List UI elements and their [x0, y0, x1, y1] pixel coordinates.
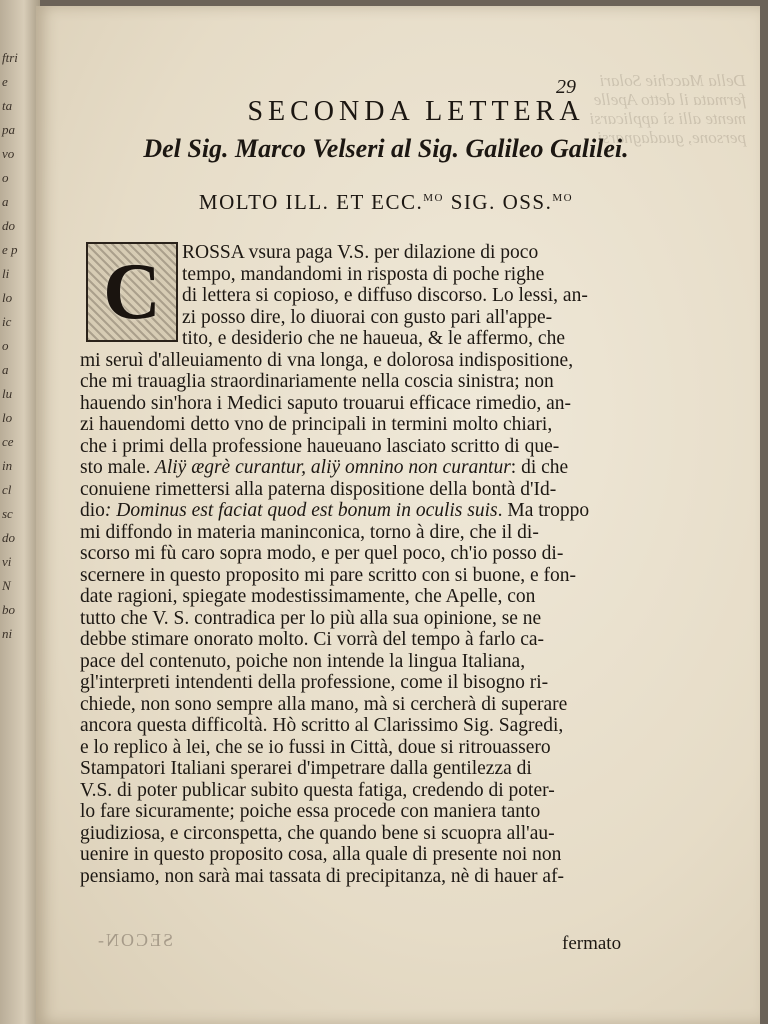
text-line	[80, 586, 640, 608]
text-line	[80, 758, 640, 780]
facing-page-edge	[0, 0, 40, 1024]
facing-page-fragment: a	[2, 362, 9, 377]
bleed-through-catchword: SECON-	[96, 930, 174, 950]
text-line-roman: uenire in questo proposito cosa, alla quale di presente noi non	[80, 844, 562, 865]
text-line-roman: debbe stimare onorato molto. Ci vorrà del tempo à farlo ca-	[80, 629, 545, 650]
text-line-roman: mi seruì d'alleuiamento di vna longa, e dolorosa indispositione,	[80, 349, 574, 371]
text-line	[80, 393, 640, 415]
text-line-roman: chiede, non sono sempre alla mano, mà si cercherà di superare	[80, 693, 568, 715]
facing-page-fragment: N	[2, 578, 11, 593]
letter-heading: SECONDA LETTERA	[247, 96, 585, 127]
text-line-roman: pensiamo, non sarà mai tassata di precipitanza, nè di hauer af-	[80, 865, 565, 887]
text-line-roman: che i primi della professione haueuano lasciato scritto di que-	[80, 435, 560, 457]
facing-page-fragment: ic	[2, 314, 12, 329]
facing-page-fragment: o	[2, 170, 9, 185]
page-number: 29	[556, 76, 576, 98]
text-line	[80, 307, 640, 329]
latin-quotation: : Dominus est faciat quod est bonum in oculis suis	[104, 500, 498, 521]
text-line-roman: che mi trauaglia straordinariamente nella coscia sinistra; non	[80, 371, 554, 392]
text-line	[80, 823, 640, 845]
text-line-roman: zi hauendomi detto vno de principali in termini molto chiari,	[80, 414, 553, 435]
text-line-roman: date ragioni, spiegate modestissimamente, che Apelle, con	[80, 586, 536, 607]
text-line-roman: dio	[80, 500, 105, 521]
facing-page-fragment: ce	[2, 434, 14, 449]
facing-page-fragment: ta	[2, 98, 13, 113]
facing-page-fragment: do	[2, 218, 15, 233]
text-line	[80, 629, 640, 651]
text-line	[80, 457, 640, 479]
text-line	[80, 866, 640, 888]
text-line	[80, 328, 640, 350]
initial-letter: C	[103, 248, 161, 336]
text-line	[80, 565, 640, 587]
text-line	[80, 651, 640, 673]
text-line	[80, 350, 640, 372]
text-line	[80, 608, 640, 630]
facing-page-fragment: in	[2, 458, 13, 473]
facing-page-fragment: ni	[2, 626, 13, 641]
text-line-roman: scorso mi fù caro sopra modo, e per quel poco, ch'io posso di-	[80, 543, 564, 564]
text-line	[80, 780, 640, 802]
text-line-roman: gl'interpreti intendenti della professione, come il bisogno ri-	[80, 672, 549, 693]
text-line	[80, 264, 640, 286]
text-line	[80, 737, 640, 759]
text-line	[80, 715, 640, 737]
text-line-roman: sto male.	[80, 457, 151, 478]
facing-page-fragment: vi	[2, 554, 12, 569]
bleed-through-text: Della Macchie Solari fermata il detto Apelle mente alli sì applicarsi persone, guadagnarsi	[589, 71, 746, 147]
facing-page-fragment: pa	[2, 122, 15, 137]
text-line	[80, 285, 640, 307]
text-line-roman: pace del contenuto, poiche non intende la lingua Italiana,	[80, 650, 526, 672]
facing-page-fragment: ftri	[2, 50, 18, 65]
latin-quotation: Aliÿ ægrè curantur, aliÿ omnino non curantur	[150, 457, 511, 478]
text-line-roman: tempo, mandandomi in risposta di poche righe	[182, 263, 545, 285]
text-line	[80, 479, 640, 501]
text-line	[80, 500, 640, 522]
text-line-roman: giudiziosa, e circonspetta, che quando bene si scuopra all'au-	[80, 822, 555, 844]
text-line	[80, 414, 640, 436]
text-line-roman: . Ma troppo	[497, 500, 590, 521]
text-line	[80, 371, 640, 393]
facing-page-fragment: cl	[2, 482, 12, 497]
text-line	[80, 436, 640, 458]
text-line	[80, 672, 640, 694]
text-line-roman: : di che	[510, 457, 569, 478]
text-line	[80, 694, 640, 716]
facing-page-fragment: sc	[2, 506, 13, 521]
text-line-roman: ROSSA vsura paga V.S. per dilazione di poco	[182, 242, 539, 263]
text-line	[80, 844, 640, 866]
text-line-roman: conuiene rimettersi alla paterna dispositione della bontà d'Id-	[80, 478, 557, 500]
text-line-roman: e lo replico à lei, che se io fussi in Città, doue si ritrouassero	[80, 736, 551, 758]
salutation: MOLTO ILL. ET ECC.$^{MO}$ SIG. OSS.$^{MO}$	[198, 190, 574, 214]
book-page	[36, 6, 760, 1024]
facing-page-fragment: a	[2, 194, 9, 209]
letter-body	[80, 242, 640, 887]
text-line	[80, 801, 640, 823]
text-line-roman: hauendo sin'hora i Medici saputo trouarui efficace rimedio, an-	[80, 392, 572, 414]
text-line-roman: ancora questa difficoltà. Hò scritto al Clarissimo Sig. Sagredi,	[80, 715, 564, 736]
facing-page-fragment: lu	[2, 386, 13, 401]
text-line-roman: Stampatori Italiani sperarei d'impetrare dalla gentilezza di	[80, 758, 532, 779]
facing-page-fragment: li	[2, 266, 10, 281]
text-line-roman: lo fare sicuramente; poiche essa procede con maniera tanto	[80, 801, 541, 822]
facing-page-fragment: o	[2, 338, 9, 353]
text-line-roman: tutto che V. S. contradica per lo più alla sua opinione, se ne	[80, 607, 542, 629]
text-line-roman: tito, e desiderio che ne haueua, & le affermo, che	[182, 328, 565, 349]
facing-page-fragment: lo	[2, 290, 13, 305]
text-line-roman: zi posso dire, lo diuorai con gusto pari all'appe-	[182, 306, 553, 328]
text-line-roman: scernere in questo proposito mi pare scritto con si buone, e fon-	[80, 564, 577, 586]
text-line-roman: V.S. di poter publicar subito questa fatiga, credendo di poter-	[80, 779, 555, 801]
text-line	[80, 543, 640, 565]
letter-subheading: Del Sig. Marco Velseri al Sig. Galileo Galilei.	[143, 134, 629, 163]
catchword: fermato	[562, 933, 622, 954]
text-line	[80, 522, 640, 544]
facing-page-fragment: bo	[2, 602, 15, 617]
facing-page-fragment: do	[2, 530, 15, 545]
text-line-roman: di lettera si copioso, e diffuso discorso. Lo lessi, an-	[182, 285, 588, 306]
facing-page-fragment: e p	[2, 242, 18, 257]
facing-page-fragment: e	[2, 74, 8, 89]
facing-page-fragment: vo	[2, 146, 15, 161]
facing-page-fragment: lo	[2, 410, 13, 425]
text-line	[80, 242, 640, 264]
text-line-roman: mi diffondo in materia maninconica, torno à dire, che il di-	[80, 521, 539, 543]
